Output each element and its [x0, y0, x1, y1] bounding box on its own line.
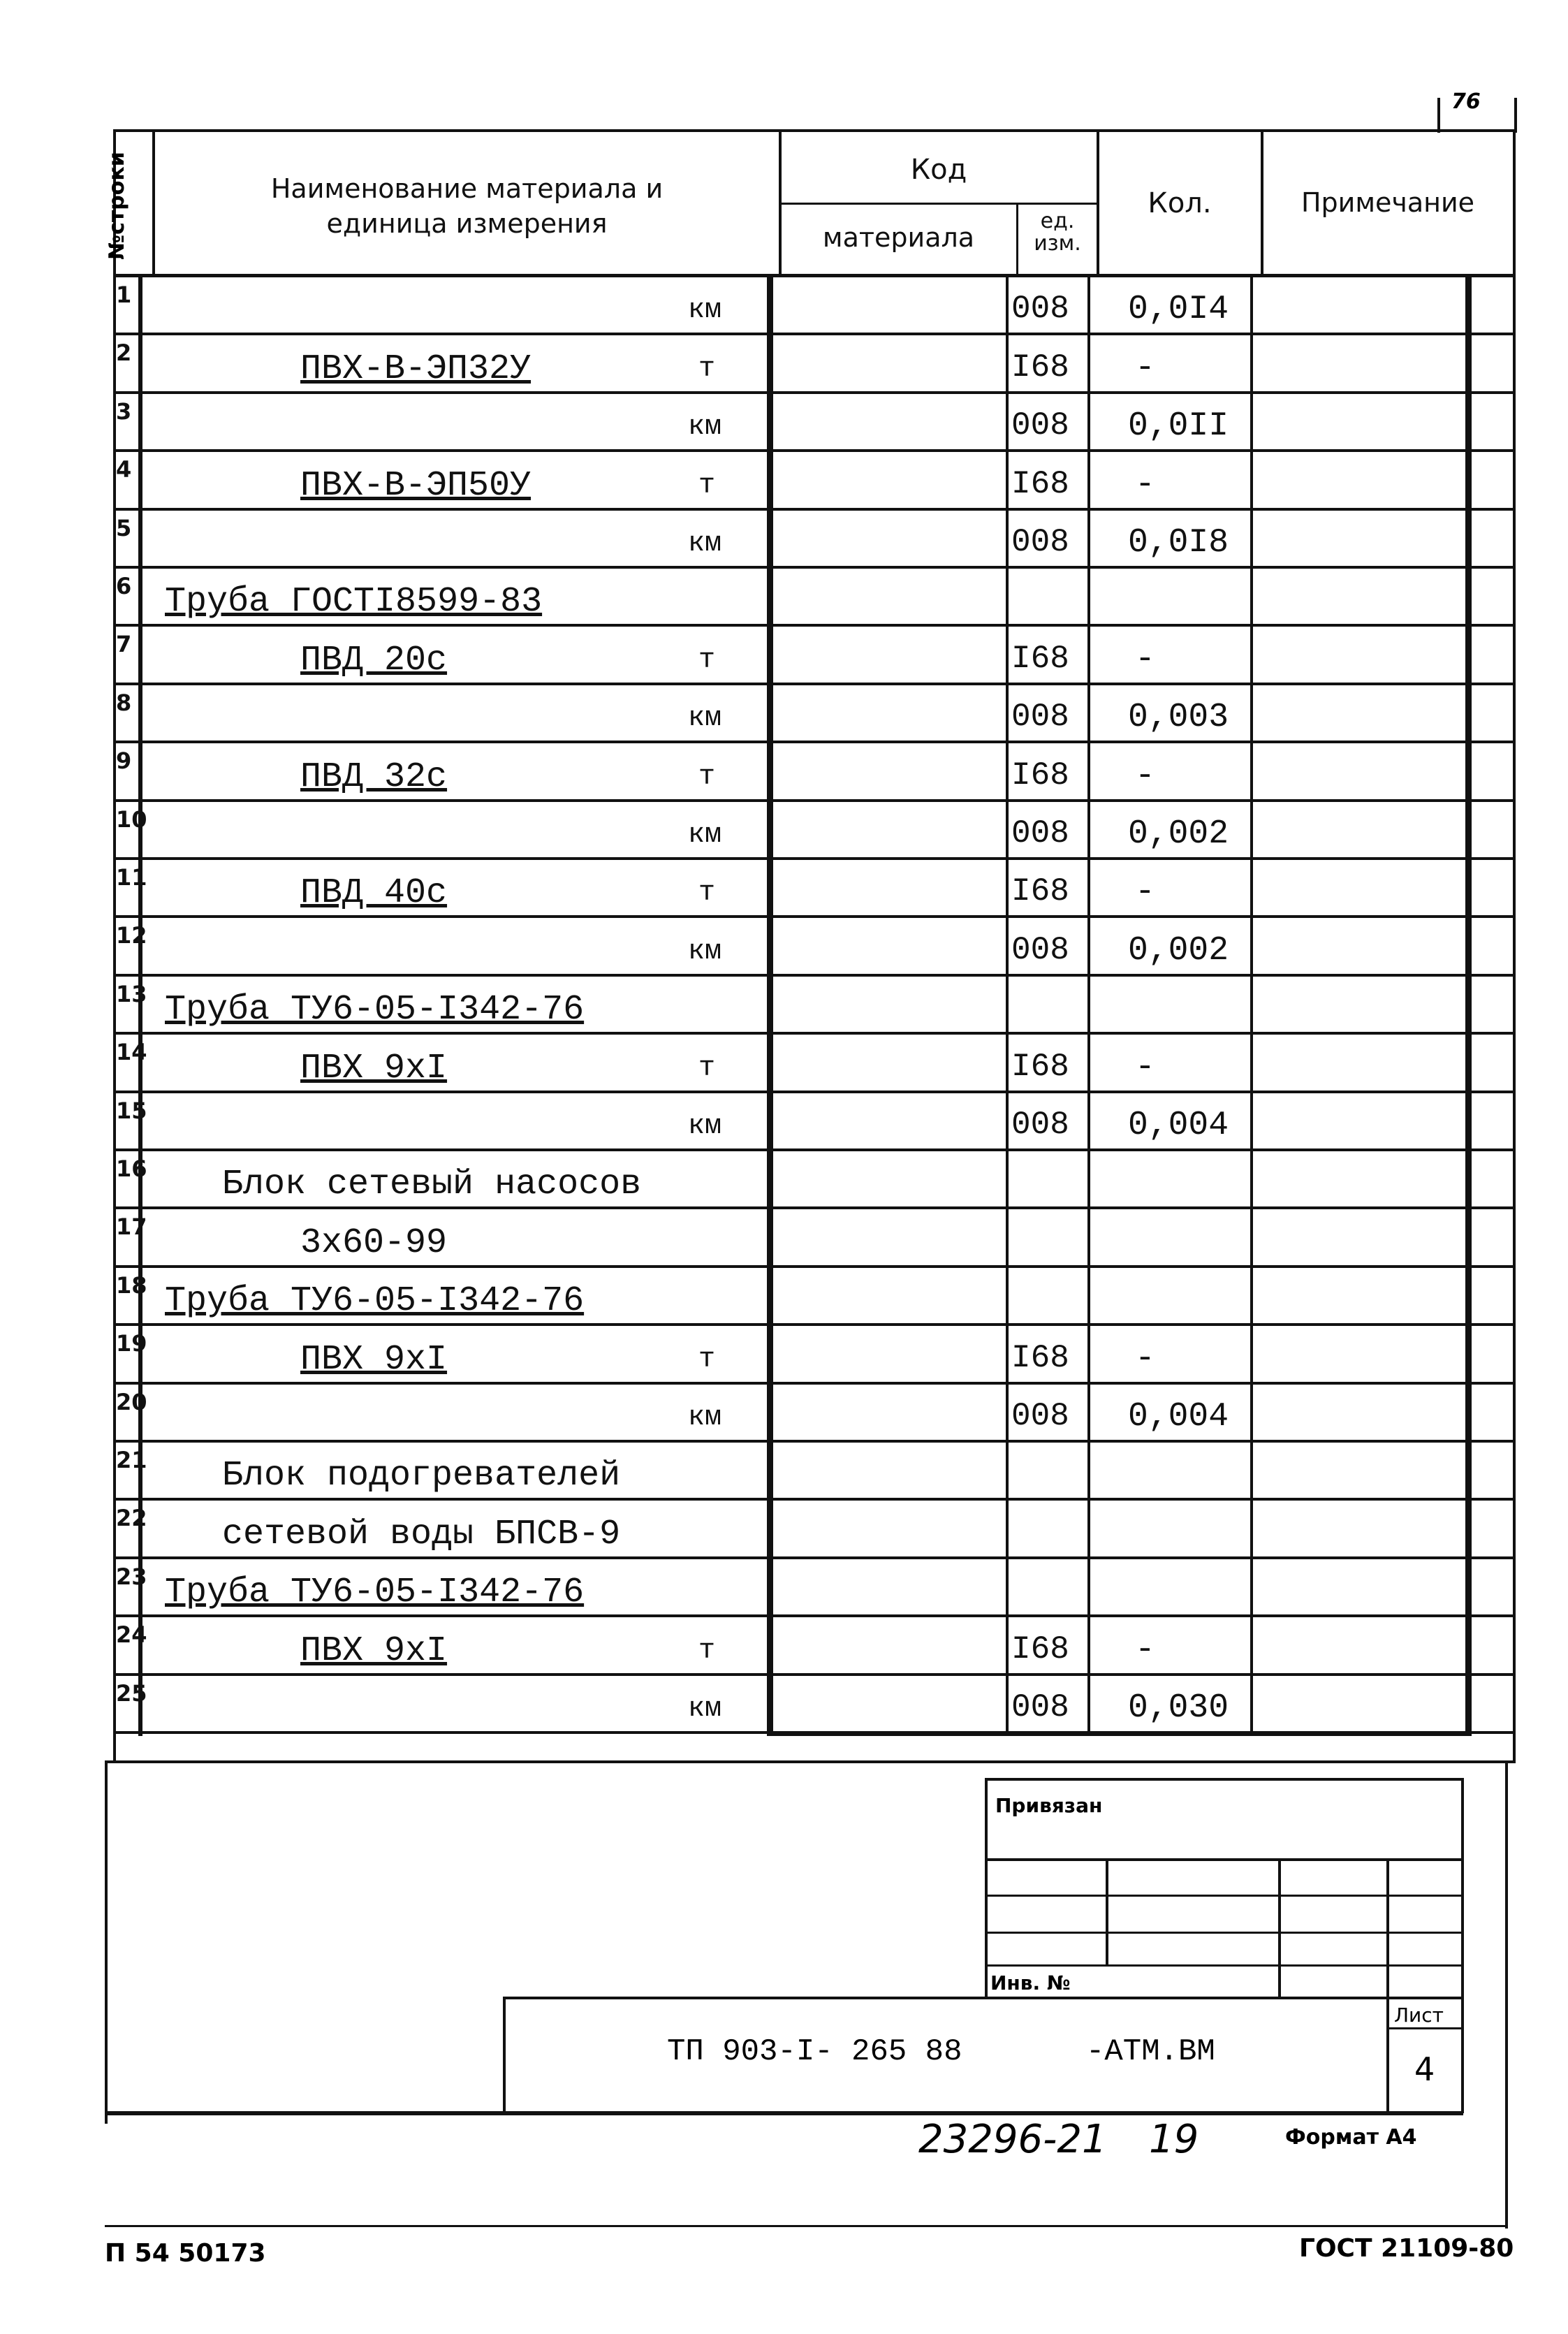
format-label: Формат А4: [1285, 2125, 1417, 2150]
row-number: 14: [116, 1039, 147, 1066]
unit-of-measure: т: [698, 644, 716, 676]
header-note: Примечание: [1300, 187, 1475, 218]
unit-code: I68: [1011, 349, 1069, 386]
quantity: -: [1135, 873, 1155, 912]
row-number: 16: [116, 1155, 147, 1182]
quantity: 0,0I4: [1128, 291, 1229, 329]
header-code: Код: [910, 154, 967, 186]
sheet-label: Лист: [1394, 2004, 1444, 2027]
unit-of-measure: т: [698, 353, 716, 385]
unit-code: I68: [1011, 640, 1069, 677]
unit-code: I68: [1011, 757, 1069, 794]
unit-code: I68: [1011, 1339, 1069, 1376]
header-name-line1: Наименование материала и: [270, 173, 664, 204]
row-number: 22: [116, 1505, 147, 1532]
header-unit-line2: изм.: [1034, 231, 1081, 256]
unit-code: 008: [1011, 931, 1069, 968]
material-name: Труба ТУ6-05-I342-76: [165, 1573, 585, 1613]
unit-of-measure: км: [688, 411, 722, 444]
material-name: ПВД 40с: [300, 873, 448, 914]
material-name: ПВХ-В-ЭП32У: [300, 349, 532, 389]
row-number: 9: [116, 747, 132, 775]
material-name: Блок подогревателей: [222, 1456, 621, 1496]
quantity: 0,002: [1128, 931, 1229, 970]
unit-of-measure: км: [688, 935, 722, 968]
quantity: 0,0I8: [1128, 523, 1229, 562]
row-number: 6: [116, 573, 132, 599]
unit-of-measure: км: [688, 1401, 722, 1434]
header-unit-line1: ед.: [1040, 209, 1075, 233]
unit-code: 008: [1011, 523, 1069, 560]
quantity: 0,003: [1128, 699, 1229, 737]
row-number: 8: [116, 689, 132, 716]
quantity: -: [1135, 1631, 1155, 1669]
row-number: 10: [116, 805, 147, 833]
row-number: 2: [116, 340, 132, 367]
unit-of-measure: км: [688, 1693, 722, 1725]
unit-of-measure: т: [698, 877, 716, 910]
row-number: 18: [116, 1271, 147, 1299]
unit-of-measure: т: [698, 1343, 716, 1376]
row-number: 19: [116, 1330, 147, 1357]
quantity: -: [1135, 349, 1155, 387]
material-name: ПВД 20с: [300, 640, 448, 680]
material-name: Труба ТУ6-05-I342-76: [165, 1281, 585, 1322]
material-name: ПВД 32с: [300, 757, 448, 797]
quantity: 0,002: [1128, 815, 1229, 853]
unit-code: 008: [1011, 1106, 1069, 1143]
quantity: 0,030: [1128, 1688, 1229, 1727]
doc-suffix: -АТМ.ВМ: [1086, 2034, 1215, 2069]
material-name: ПВХ 9хI: [300, 1339, 448, 1380]
doc-code: ТП 903-I- 265 88: [667, 2034, 962, 2069]
material-name: Труба ТУ6-05-I342-76: [165, 990, 585, 1030]
gost-label: ГОСТ 21109-80: [1299, 2234, 1514, 2263]
row-number: 24: [116, 1621, 147, 1649]
left-code: П 54 50173: [105, 2239, 266, 2268]
quantity: 0,004: [1128, 1106, 1229, 1144]
row-number: 23: [116, 1563, 147, 1590]
unit-code: I68: [1011, 873, 1069, 910]
row-number: 13: [116, 980, 147, 1007]
row-number: 21: [116, 1447, 147, 1473]
quantity: 0,004: [1128, 1397, 1229, 1436]
row-number: 25: [116, 1679, 147, 1707]
header-row-number: №строки: [105, 152, 129, 260]
header-qty: Кол.: [1148, 187, 1212, 219]
page-number: 76: [1451, 89, 1481, 114]
order-page: 19: [1149, 2117, 1199, 2162]
unit-of-measure: т: [698, 1635, 716, 1667]
unit-of-measure: т: [698, 1052, 716, 1084]
quantity: -: [1135, 757, 1155, 795]
row-number: 12: [116, 922, 147, 949]
material-name: ПВХ 9хI: [300, 1048, 448, 1088]
quantity: -: [1135, 1048, 1155, 1086]
material-name: Блок сетевый насосов: [222, 1165, 642, 1205]
unit-of-measure: т: [698, 761, 716, 793]
row-number: 11: [116, 864, 147, 891]
header-material: материала: [822, 222, 975, 253]
unit-of-measure: км: [688, 703, 722, 735]
unit-code: 008: [1011, 699, 1069, 736]
inv-label: Инв. №: [990, 1971, 1071, 1994]
unit-of-measure: км: [688, 819, 722, 851]
quantity: 0,0II: [1128, 407, 1229, 446]
material-name: ПВХ-В-ЭП50У: [300, 465, 532, 506]
quantity: -: [1135, 1339, 1155, 1378]
bound-label: Привязан: [995, 1794, 1103, 1817]
row-number: 1: [116, 282, 132, 308]
unit-code: 008: [1011, 291, 1069, 328]
header-name-line2: единица измерения: [326, 208, 608, 239]
row-number: 3: [116, 397, 132, 425]
unit-of-measure: т: [698, 469, 716, 502]
unit-of-measure: км: [688, 1110, 722, 1142]
unit-of-measure: км: [688, 295, 722, 327]
unit-code: I68: [1011, 465, 1069, 502]
unit-code: I68: [1011, 1048, 1069, 1085]
material-name: ПВХ 9хI: [300, 1631, 448, 1671]
order-number: 23296-21: [918, 2117, 1107, 2162]
unit-code: 008: [1011, 815, 1069, 852]
quantity: -: [1135, 640, 1155, 678]
row-number: 17: [116, 1213, 147, 1241]
row-number: 20: [116, 1388, 147, 1415]
row-number: 4: [116, 456, 132, 483]
row-number: 7: [116, 631, 132, 658]
unit-code: 008: [1011, 407, 1069, 444]
sheet-number: 4: [1414, 2050, 1435, 2088]
material-name: Труба ГОСТI8599-83: [165, 582, 543, 622]
unit-code: 008: [1011, 1688, 1069, 1726]
row-number: 15: [116, 1097, 147, 1124]
quantity: -: [1135, 465, 1155, 504]
unit-of-measure: км: [688, 527, 722, 560]
row-number: 5: [116, 514, 132, 541]
unit-code: I68: [1011, 1631, 1069, 1668]
unit-code: 008: [1011, 1397, 1069, 1434]
material-name: 3х60-99: [300, 1223, 448, 1263]
material-name: сетевой воды БПСВ-9: [222, 1514, 621, 1554]
